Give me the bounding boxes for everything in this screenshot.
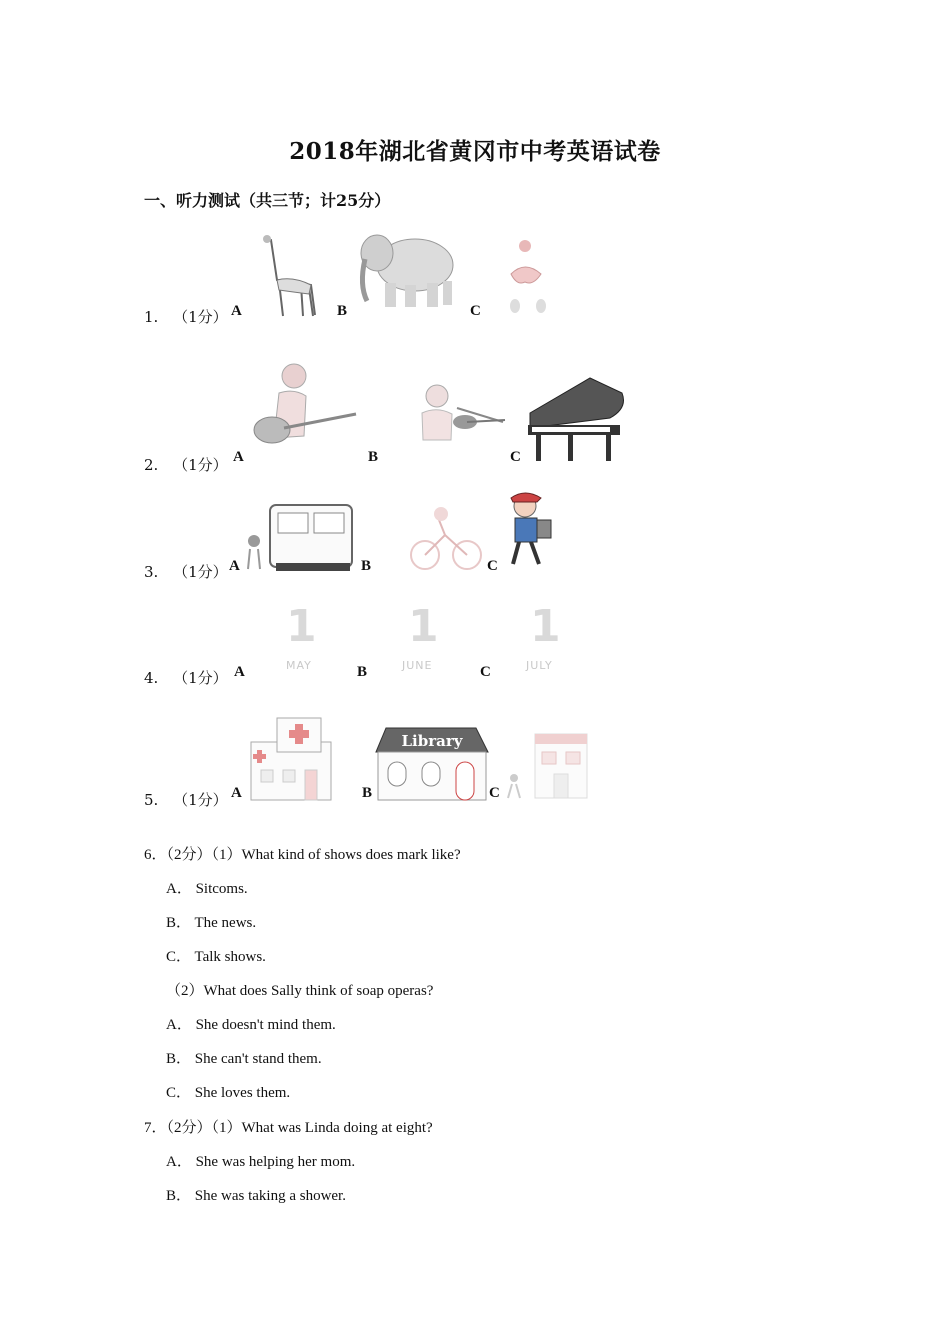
calendar-day: 1 xyxy=(408,601,439,652)
question-2-label xyxy=(144,454,228,475)
option-c-label: C xyxy=(489,785,500,801)
guitar-player-image xyxy=(244,358,359,453)
question-4-label xyxy=(144,667,228,688)
question-score: （1分） xyxy=(173,308,228,326)
bus-image xyxy=(240,497,358,575)
q6-1-option-c: C． Talk shows. xyxy=(166,949,266,965)
option-b-label: B xyxy=(362,785,373,801)
section-heading: 一、听力测试（共三节；计25分） xyxy=(144,191,391,210)
q6-2-option-b: B． She can't stand them. xyxy=(166,1051,322,1067)
hospital-image xyxy=(243,712,338,802)
option-c-label: C xyxy=(470,303,481,319)
piano-image xyxy=(520,373,630,465)
q7-1-option-b: B． She was taking a shower. xyxy=(166,1188,346,1204)
calendar-month: JUNE xyxy=(402,659,433,672)
option-c-label: C xyxy=(487,558,498,574)
question-score: （1分） xyxy=(173,791,228,809)
question-5-label xyxy=(144,789,228,810)
question-number: 1. xyxy=(144,308,159,326)
q6-2-option-a: A． She doesn't mind them. xyxy=(166,1017,336,1033)
library-sign: Library xyxy=(401,732,463,750)
question-6-sub2: （2）What does Sally think of soap operas? xyxy=(166,983,434,999)
calendar-card-june xyxy=(380,603,460,673)
bike-rider-image xyxy=(405,500,490,575)
animal-c-image xyxy=(503,234,553,316)
option-a-label: A xyxy=(229,558,240,574)
violin-player-image xyxy=(407,378,507,443)
question-number: 2. xyxy=(144,456,159,474)
calendar-day: 1 xyxy=(530,601,561,652)
calendar-month: JULY xyxy=(526,659,553,672)
q6-2-option-c: C． She loves them. xyxy=(166,1085,291,1101)
option-b-label: B xyxy=(361,558,372,574)
q7-1-option-a: A． She was helping her mom. xyxy=(166,1154,356,1170)
question-score: （1分） xyxy=(173,456,228,474)
option-a-label: A xyxy=(233,449,244,465)
question-number: 5. xyxy=(144,791,159,809)
calendar-card-july xyxy=(502,603,582,673)
q6-1-option-b: B． The news. xyxy=(166,915,257,931)
page-title: 2018年湖北省黄冈市中考英语试卷 xyxy=(289,138,661,165)
question-score: （1分） xyxy=(173,669,228,687)
option-b-label: B xyxy=(368,449,379,465)
q6-1-option-a: A． Sitcoms. xyxy=(166,881,248,897)
option-a-label: A xyxy=(234,664,245,680)
option-c-label: C xyxy=(480,664,491,680)
question-number: 3. xyxy=(144,563,159,581)
question-3-label xyxy=(144,561,228,582)
library-image xyxy=(372,724,490,802)
option-c-label: C xyxy=(510,449,521,465)
option-b-label: B xyxy=(337,303,348,319)
question-6-stem: 6．（2分）（1）What kind of shows does mark like? xyxy=(144,847,461,863)
walking-boy-image xyxy=(503,490,561,570)
option-a-label: A xyxy=(231,303,242,319)
shop-image xyxy=(500,730,592,802)
elephant-image xyxy=(355,225,460,310)
option-a-label: A xyxy=(231,785,242,801)
question-7-stem: 7．（2分）（1）What was Linda doing at eight? xyxy=(144,1120,433,1136)
option-b-label: B xyxy=(357,664,368,680)
giraffe-image xyxy=(243,230,328,320)
question-number: 4. xyxy=(144,669,159,687)
calendar-month: MAY xyxy=(286,659,312,672)
question-score: （1分） xyxy=(173,563,228,581)
calendar-card-may xyxy=(260,603,340,673)
question-1-label xyxy=(144,306,228,327)
calendar-day: 1 xyxy=(286,601,317,652)
